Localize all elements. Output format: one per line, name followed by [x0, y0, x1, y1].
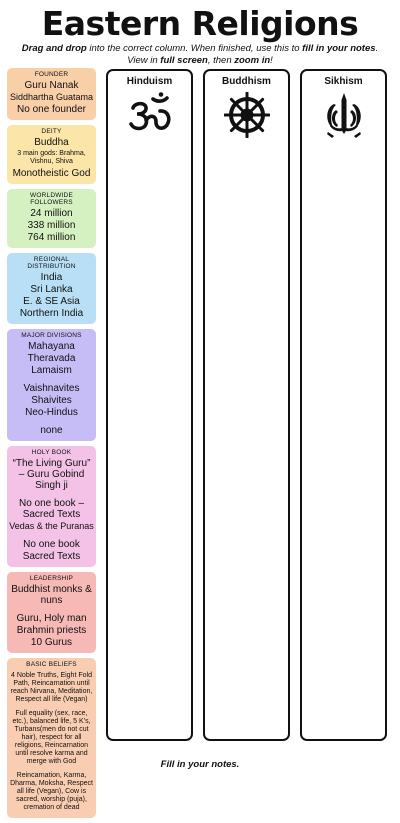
draggable-item[interactable]: No one book	[23, 539, 80, 550]
card-category: DEITY	[41, 128, 62, 135]
instr-fullscreen: full screen	[160, 55, 208, 66]
om-icon	[127, 92, 173, 136]
draggable-item[interactable]	[9, 383, 94, 418]
instr-zoom: zoom in	[234, 55, 271, 66]
instructions	[0, 43, 400, 67]
draggable-item[interactable]: Reincarnation, Karma, Dharma, Moksha, Respect all life (Vegan), Cow is sacred, worship (puja), cremation of dead	[10, 772, 93, 811]
draggable-item[interactable]: 24 million	[30, 208, 73, 219]
draggable-item[interactable]: Siddhartha Guatama	[9, 92, 94, 102]
draggable-item[interactable]: Full equality (sex, race, etc.), balanced life, 5 K’s, Turbans(men do not cut hair), respect for all religions, Reincarnation until resolve karma and merge with God	[12, 710, 91, 765]
division-label: Vaishnavites	[23, 383, 80, 394]
draggable-item[interactable]: Guru Nanak	[24, 80, 79, 91]
instr-view: View in	[127, 55, 161, 66]
draggable-item[interactable]: E. & SE Asia	[23, 296, 80, 307]
hinduism-column[interactable]	[106, 69, 193, 741]
division-label: Mahayana	[28, 341, 75, 352]
draggable-item[interactable]: No one founder	[17, 104, 86, 115]
draggable-item[interactable]: Northern India	[19, 308, 84, 319]
draggable-item[interactable]	[9, 341, 94, 376]
draggable-item[interactable]: No one book – Sacred Texts	[18, 498, 85, 520]
draggable-item[interactable]: 3 main gods: Brahma, Vishnu, Shiva	[17, 150, 86, 165]
draggable-item[interactable]: Brahmin priests	[16, 625, 87, 636]
draggable-item[interactable]: 4 Noble Truths, Eight Fold Path, Reincarnation until reach Nirvana, Meditation, Respect all life (Vegan)	[10, 672, 93, 703]
draggable-item[interactable]: 764 million	[27, 232, 76, 243]
deity-card	[7, 125, 96, 184]
draggable-item[interactable]: Sacred Texts	[22, 551, 81, 562]
card-category: LEADERSHIP	[29, 575, 74, 582]
division-label: Shaivites	[31, 395, 72, 406]
draggable-item[interactable]: Guru, Holy man	[16, 613, 87, 624]
draggable-item[interactable]: Monotheistic God	[12, 168, 91, 179]
followers-card	[7, 189, 96, 248]
instr-excl: !	[270, 55, 273, 66]
draggable-item[interactable]: Sri Lanka	[30, 284, 73, 295]
column-header: Hinduism	[126, 76, 173, 87]
beliefs-card	[7, 658, 96, 818]
draggable-item[interactable]: 10 Gurus	[30, 637, 73, 648]
draggable-item[interactable]: Vedas & the Puranas	[9, 521, 94, 531]
instr-drag: Drag and drop	[21, 43, 87, 54]
column-header: Buddhism	[222, 76, 271, 87]
instr-fill: fill in your notes	[302, 43, 376, 54]
division-label: Neo-Hindus	[25, 407, 78, 418]
division-label: Lamaism	[31, 365, 72, 376]
division-label: Theravada	[27, 353, 76, 364]
page-title: Eastern Religions	[41, 4, 359, 43]
sikhism-column[interactable]	[300, 69, 387, 741]
instr-text1: into the correct column. When finished, use this to	[86, 43, 303, 54]
leadership-card	[7, 572, 96, 653]
divisions-card	[7, 329, 96, 441]
dharma-wheel-icon	[224, 92, 270, 138]
card-category: REGIONAL DISTRIBUTION	[27, 256, 76, 270]
card-sidebar	[7, 68, 96, 823]
card-category: WORLDWIDE FOLLOWERS	[30, 192, 73, 206]
draggable-item[interactable]: 338 million	[27, 220, 76, 231]
card-category: MAJOR DIVISIONS	[21, 332, 82, 339]
card-category: BASIC BELIEFS	[26, 661, 77, 668]
region-card	[7, 253, 96, 324]
holy-book-card	[7, 446, 96, 567]
card-category: FOUNDER	[34, 71, 69, 78]
buddhism-column[interactable]	[203, 69, 290, 741]
draggable-item[interactable]: Buddha	[34, 137, 69, 148]
column-header: Sikhism	[324, 76, 363, 87]
draggable-item[interactable]: Buddhist monks & nuns	[11, 584, 92, 606]
footer-note: Fill in your notes.	[160, 759, 240, 770]
founder-card	[7, 68, 96, 120]
instr-then: , then	[207, 55, 235, 66]
instr-dot: .	[375, 43, 379, 54]
draggable-item[interactable]: none	[40, 425, 63, 436]
draggable-item[interactable]: “The Living Guru” – Guru Gobind Singh ji	[12, 458, 91, 491]
card-category: HOLY BOOK	[31, 449, 72, 456]
draggable-item[interactable]: India	[40, 272, 63, 283]
khanda-icon	[322, 92, 366, 142]
